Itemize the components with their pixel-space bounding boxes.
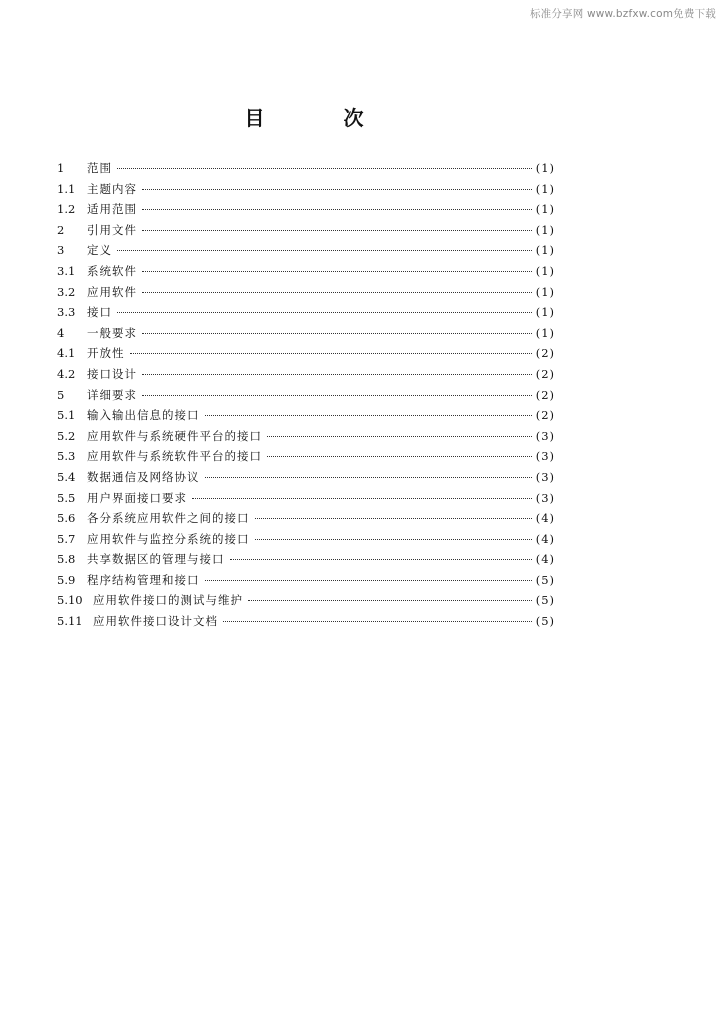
toc-entry[interactable] — [57, 304, 555, 325]
toc-entry-number: 3.1 — [57, 263, 76, 278]
toc-entry-page: (5) — [535, 614, 555, 629]
toc-entry-label: 应用软件 — [87, 284, 137, 299]
toc-entry-number: 5.10 — [57, 593, 83, 608]
toc-entry-number: 5.2 — [57, 428, 76, 443]
toc-leader-dots — [142, 385, 532, 396]
toc-entry-number: 2 — [57, 222, 65, 237]
toc-entry-number: 3.3 — [57, 305, 76, 320]
toc-entry-page: (1) — [535, 325, 555, 340]
toc-entry-page: (2) — [535, 346, 555, 361]
toc-entry-label: 输入输出信息的接口 — [87, 408, 200, 423]
toc-entry-page: (1) — [535, 222, 555, 237]
toc-entry[interactable] — [57, 345, 555, 366]
toc-leader-dots — [142, 282, 532, 293]
toc-entry[interactable] — [57, 531, 555, 552]
toc-entry-label: 数据通信及网络协议 — [87, 469, 200, 484]
toc-leader-dots — [205, 467, 533, 478]
toc-entry[interactable] — [57, 572, 555, 593]
toc-entry[interactable] — [57, 592, 555, 613]
toc-entry-label: 应用软件接口设计文档 — [93, 614, 218, 629]
toc-entry[interactable] — [57, 613, 555, 634]
toc-entry[interactable] — [57, 448, 555, 469]
toc-entry[interactable] — [57, 407, 555, 428]
toc-entry-page: (3) — [535, 490, 555, 505]
toc-leader-dots — [267, 446, 532, 457]
toc-entry-label: 主题内容 — [87, 181, 137, 196]
toc-entry-label: 应用软件与系统软件平台的接口 — [87, 449, 262, 464]
toc-entry-number: 5.1 — [57, 408, 76, 423]
toc-entry-page: (1) — [535, 202, 555, 217]
toc-entry[interactable] — [57, 222, 555, 243]
toc-entry-label: 定义 — [87, 243, 112, 258]
toc-entry[interactable] — [57, 242, 555, 263]
toc-leader-dots — [142, 323, 532, 334]
toc-entry[interactable] — [57, 325, 555, 346]
toc-leader-dots — [192, 488, 532, 499]
toc-entry-page: (2) — [535, 408, 555, 423]
toc-entry-page: (1) — [535, 243, 555, 258]
toc-entry-number: 5.8 — [57, 552, 76, 567]
toc-leader-dots — [205, 570, 533, 581]
toc-leader-dots — [205, 405, 533, 416]
toc-entry-label: 各分系统应用软件之间的接口 — [87, 511, 250, 526]
toc-entry-page: (4) — [535, 511, 555, 526]
toc-leader-dots — [142, 261, 532, 272]
toc-entry[interactable] — [57, 201, 555, 222]
toc-entry-number: 5.3 — [57, 449, 76, 464]
toc-entry-number: 3.2 — [57, 284, 76, 299]
toc-entry[interactable] — [57, 263, 555, 284]
toc-entry-page: (1) — [535, 161, 555, 175]
toc-leader-dots — [267, 426, 532, 437]
toc-entry-number: 5.5 — [57, 490, 76, 505]
toc-entry[interactable] — [57, 284, 555, 305]
toc-entry[interactable] — [57, 366, 555, 387]
toc-entry-page: (3) — [535, 449, 555, 464]
toc-title: 目 次 — [244, 106, 400, 130]
toc-entry[interactable] — [57, 551, 555, 572]
toc-entry[interactable] — [57, 510, 555, 531]
toc-entry-page: (1) — [535, 284, 555, 299]
toc-leader-dots — [230, 549, 533, 560]
toc-entry-label: 应用软件接口的测试与维护 — [93, 593, 243, 608]
toc-leader-dots — [142, 364, 532, 375]
toc-entry-number: 4 — [57, 325, 65, 340]
toc-leader-dots — [117, 302, 532, 313]
toc-entry-label: 开放性 — [87, 346, 125, 361]
toc-entry-number: 5.7 — [57, 531, 76, 546]
watermark-text: 标准分享网 www.bzfxw.com免费下载 — [529, 8, 716, 20]
toc-entry-label: 程序结构管理和接口 — [87, 572, 200, 587]
toc-leader-dots — [255, 508, 533, 519]
toc-entry-label: 接口 — [87, 305, 112, 320]
toc-entry[interactable] — [57, 428, 555, 449]
toc-entry-page: (4) — [535, 531, 555, 546]
toc-entry-page: (1) — [535, 263, 555, 278]
toc-leader-dots — [142, 179, 532, 190]
toc-entry-page: (1) — [535, 305, 555, 320]
toc-entry-number: 5 — [57, 387, 65, 402]
toc-entry-label: 共享数据区的管理与接口 — [87, 552, 225, 567]
toc-entry-number: 3 — [57, 243, 65, 258]
toc-leader-dots — [117, 240, 532, 251]
toc-entry-number: 1.1 — [57, 181, 76, 196]
toc-leader-dots — [142, 199, 532, 210]
toc-entry-label: 应用软件与系统硬件平台的接口 — [87, 428, 262, 443]
toc-entry-label: 范围 — [87, 161, 112, 175]
toc-entry-label: 引用文件 — [87, 222, 137, 237]
toc-entry-label: 应用软件与监控分系统的接口 — [87, 531, 250, 546]
toc-entry-page: (1) — [535, 181, 555, 196]
toc-leader-dots — [117, 158, 532, 169]
toc-entry-number: 4.2 — [57, 366, 76, 381]
toc-entry-page: (3) — [535, 469, 555, 484]
toc-entry-number: 5.4 — [57, 469, 76, 484]
toc-leader-dots — [130, 343, 533, 354]
table-of-contents — [57, 160, 555, 634]
toc-entry-number: 1.2 — [57, 202, 76, 217]
toc-entry-page: (3) — [535, 428, 555, 443]
toc-entry-label: 接口设计 — [87, 366, 137, 381]
toc-entry-label: 适用范围 — [87, 202, 137, 217]
toc-entry-label: 用户界面接口要求 — [87, 490, 187, 505]
toc-entry-label: 系统软件 — [87, 263, 137, 278]
toc-entry-page: (2) — [535, 366, 555, 381]
toc-entry-page: (5) — [535, 572, 555, 587]
toc-leader-dots — [142, 220, 532, 231]
toc-entry[interactable] — [57, 181, 555, 202]
toc-entry-page: (2) — [535, 387, 555, 402]
toc-entry-number: 5.6 — [57, 511, 76, 526]
toc-entry-number: 5.9 — [57, 572, 76, 587]
toc-leader-dots — [223, 611, 532, 622]
toc-entry[interactable] — [57, 387, 555, 408]
toc-entry-label: 一般要求 — [87, 325, 137, 340]
toc-entry-number: 4.1 — [57, 346, 76, 361]
toc-leader-dots — [248, 590, 532, 601]
toc-entry-label: 详细要求 — [87, 387, 137, 402]
toc-entry-number: 1 — [57, 161, 65, 175]
toc-leader-dots — [255, 529, 533, 540]
toc-entry-number: 5.11 — [57, 614, 83, 629]
toc-entry[interactable] — [57, 160, 555, 181]
toc-entry-page: (4) — [535, 552, 555, 567]
toc-entry[interactable] — [57, 490, 555, 511]
toc-entry-page: (5) — [535, 593, 555, 608]
toc-entry[interactable] — [57, 469, 555, 490]
